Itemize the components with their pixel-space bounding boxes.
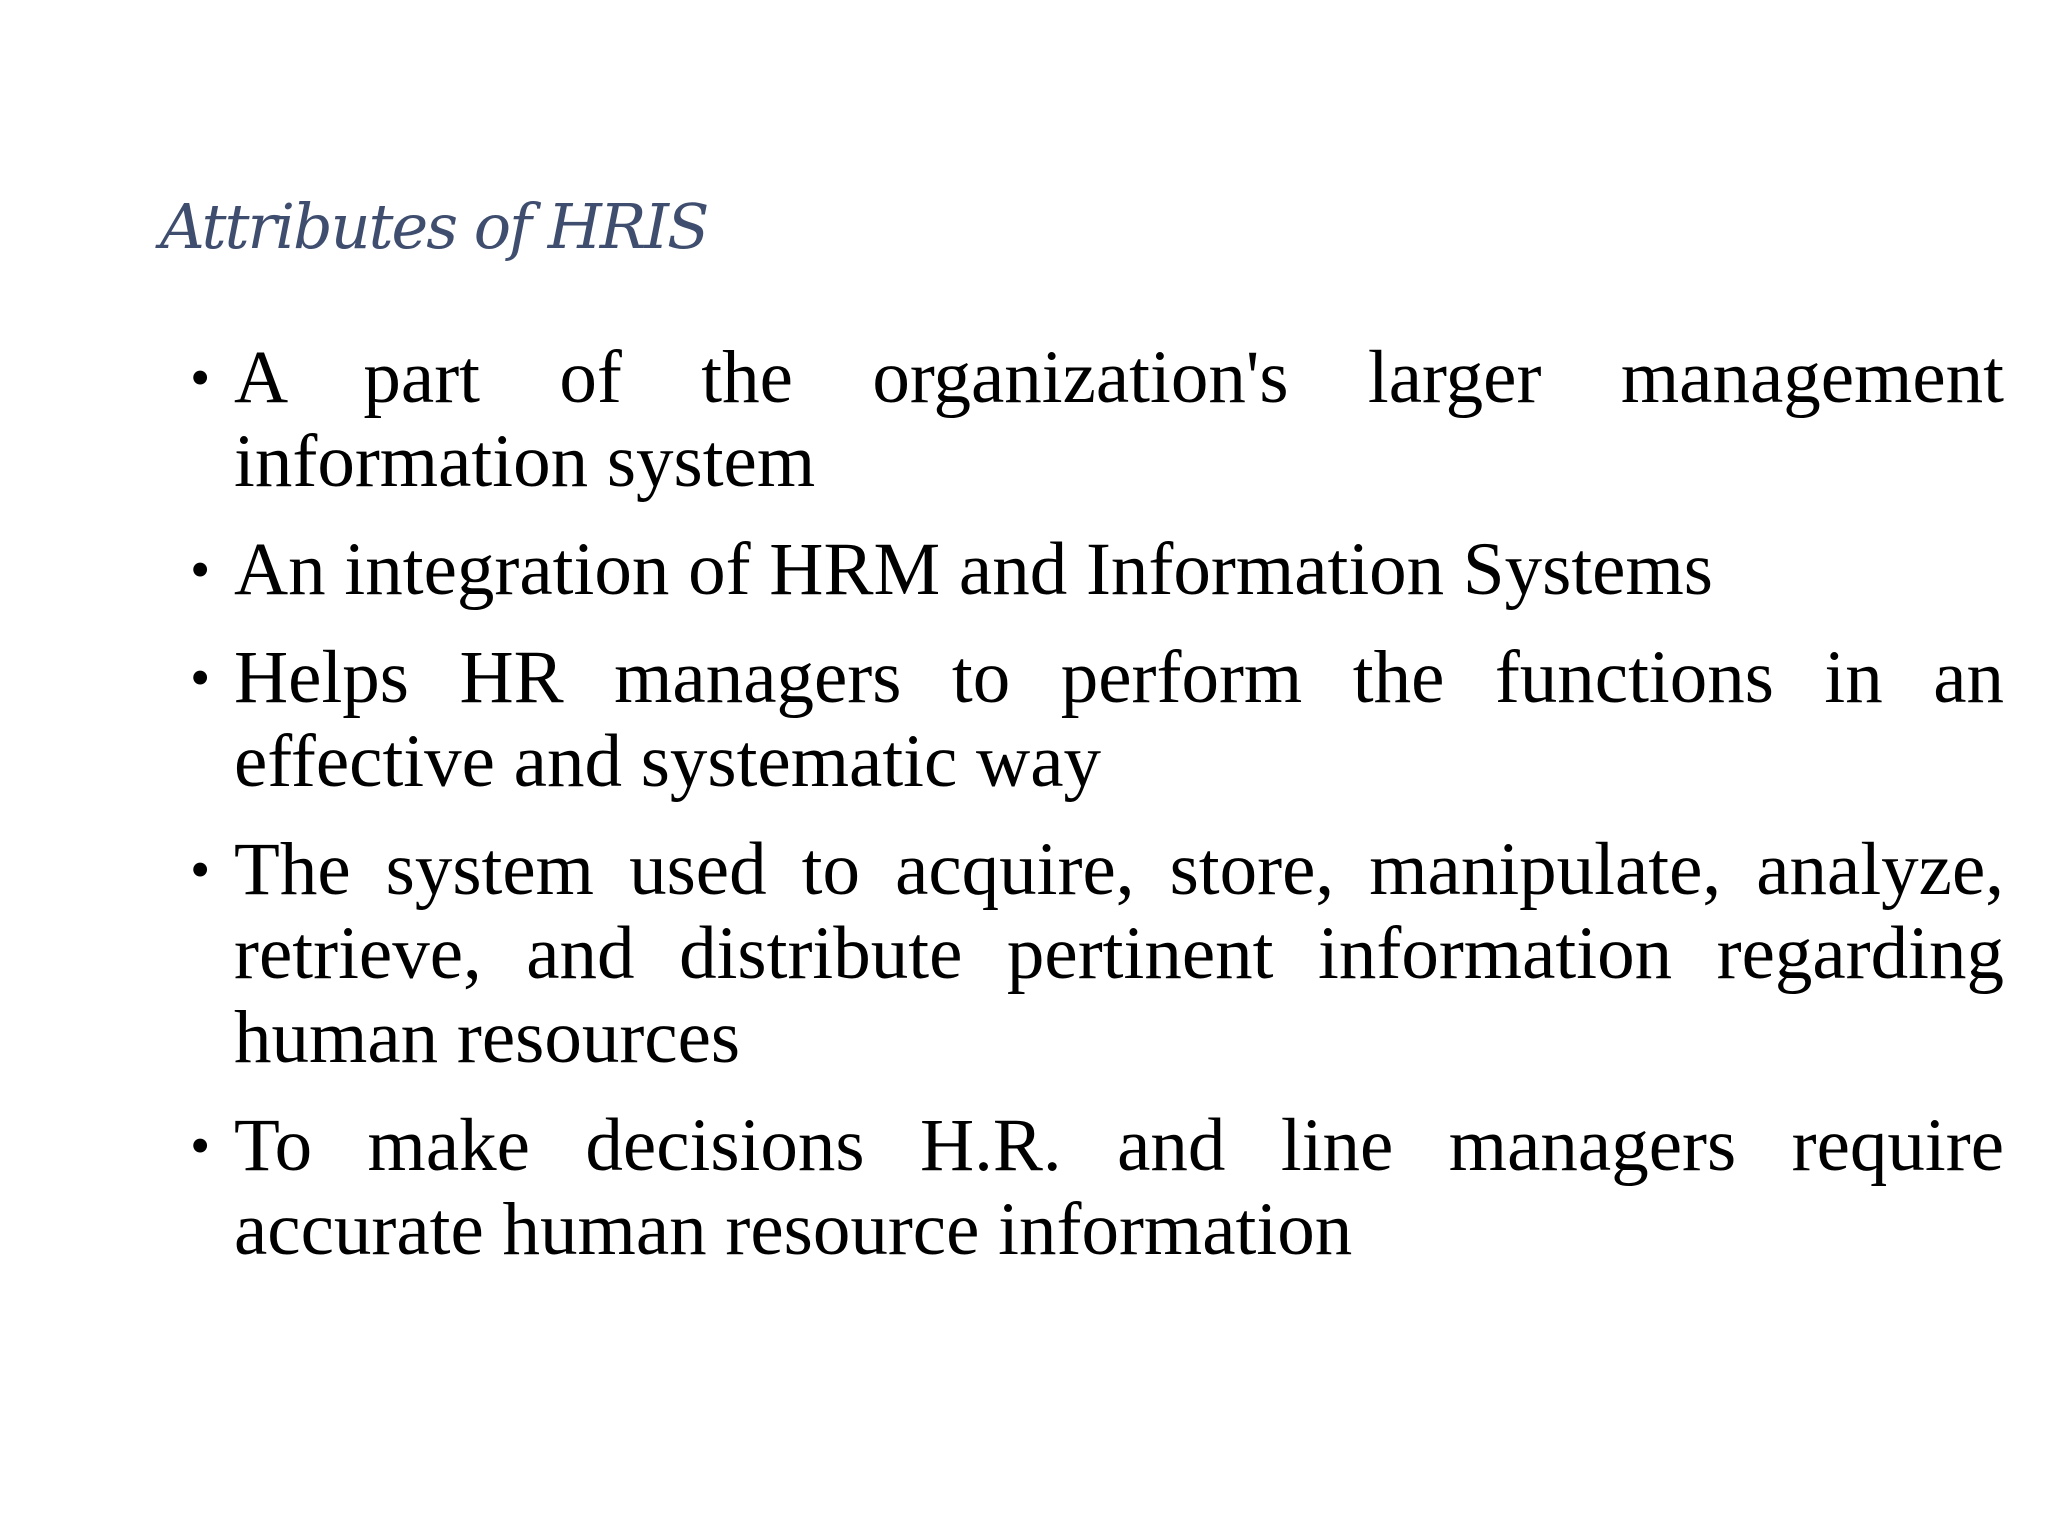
bullet-text: Helps HR managers to perform the functions in an effective and systematic way (234, 636, 2004, 803)
bullet-item (188, 636, 2004, 804)
bullet-marker: • (190, 345, 211, 410)
bullet-list (188, 336, 2004, 1296)
bullet-marker: • (190, 537, 211, 602)
bullet-item (188, 1104, 2004, 1272)
bullet-marker: • (190, 1113, 211, 1178)
slide-title: Attributes of HRIS (160, 190, 708, 263)
bullet-text: The system used to acquire, store, manipulate, analyze, retrieve, and distribute pertinent information regarding human resources (234, 828, 2004, 1079)
bullet-text: To make decisions H.R. and line managers require accurate human resource information (234, 1104, 2004, 1271)
bullet-item (188, 528, 2004, 612)
bullet-item (188, 336, 2004, 504)
bullet-item (188, 828, 2004, 1080)
bullet-text: A part of the organization's larger management information system (234, 336, 2004, 503)
bullet-text: An integration of HRM and Information Systems (234, 528, 1713, 611)
bullet-marker: • (190, 837, 211, 902)
bullet-marker: • (190, 645, 211, 710)
